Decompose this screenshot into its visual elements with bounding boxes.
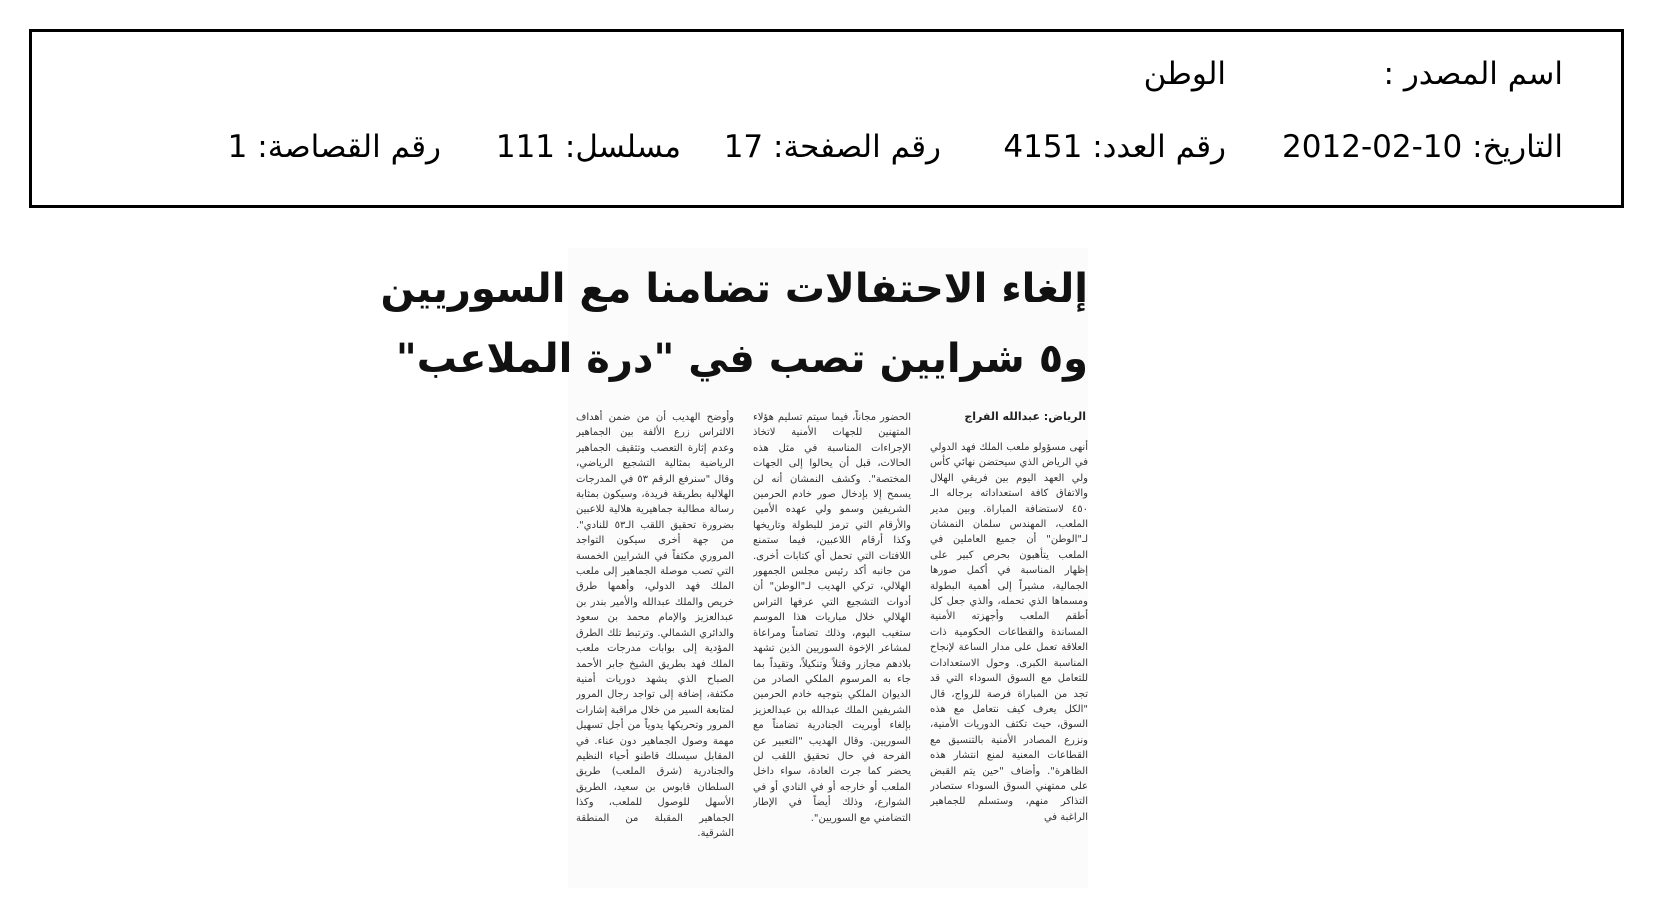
source-label: اسم المصدر : [1383, 56, 1563, 92]
source-info-box [29, 29, 1624, 208]
article-column-1: أنهى مسؤولو ملعب الملك فهد الدولي في الرياض الذي سيحتضن نهائي كأس ولي العهد اليوم بين فريقي الهلال والاتفاق كافة استعداداته برجاله الـ ٤٥٠ لاستضافة المباراة. وبين مدير الملعب، المهندس سلمان النمشان لـ"الوطن" أن جميع العاملين في الملعب يتأهبون بحرص كبير على إظهار المناسبة في أكمل صورها الجمالية، مشيراً إلى أهمية البطولة ومسماها الذي تحمله، والذي جعل كل أطقم الملعب وأجهزته الأمنية المساندة والقطاعات الحكومية ذات العلاقة تعمل على مدار الساعة لإنجاح المناسبة الكبرى. وحول الاستعدادات للتعامل مع السوق السوداء التي قد تجد من المباراة فرصة للرواج، قال "الكل يعرف كيف نتعامل مع هذه السوق، حيث تكثف الدوريات الأمنية، ونزرع المصادر الأمنية بالتنسيق مع القطاعات المعنية لمنع انتشار هذه الظاهرة". وأضاف "حين يتم القبض على ممتهني السوق السوداء ستصادر التذاكر منهم، وستسلم للجماهير الراغبة في [930, 442, 1088, 823]
page-value: 17 [723, 129, 764, 165]
headline-line-1: إلغاء الاحتفالات تضامنا مع السوريين [380, 266, 1088, 312]
page-label: رقم الصفحة: [773, 129, 941, 165]
byline: الرياض: عبدالله الفراج [964, 410, 1086, 423]
issue-value: 4151 [1003, 129, 1083, 165]
article-column-3: وأوضح الهديب أن من ضمن أهداف الالتراس زرع الألفة بين الجماهير وعدم إثارة التعصب وتثقيف الجماهير الرياضية بمثالية التشجيع الرياضي، وقال "سنرفع الرقم ٥٣ في المدرجات الهلالية بطريقة فريدة، وسيكون بمثابة رسالة مطالبة جماهيرية هلالية للاعبين بضرورة تحقيق اللقب الـ٥٣ للنادي". من جهة أخرى سيكون التواجد المروري مكثفاً في الشرايين الخمسة التي تصب موصلة الجماهير إلى ملعب الملك فهد الدولي، وأهمها طرق خريص والملك عبدالله والأمير بندر بن عبدالعزيز والإمام محمد بن سعود والدائري الشمالي. وترتبط تلك الطرق المؤدية إلى بوابات مدرجات ملعب الملك فهد بطريق الشيخ جابر الأحمد الصباح الذي يشهد دوريات أمنية مكثفة، إضافة إلى تواجد رجال المرور لمتابعة السير من خلال مراقبة إشارات المرور وتحريكها يدوياً من أجل تسهيل مهمة وصول الجماهير دون عناء. في المقابل سيسلك قاطنو أحياء النظيم والجنادرية (شرق الملعب) طريق السلطان قابوس بن سعيد، الطريق الأسهل للوصول للملعب، وكذا الجماهير المقبلة من المنطقة الشرقية. [576, 412, 734, 839]
serial-value: 111 [495, 129, 556, 165]
serial-field [496, 127, 681, 167]
serial-label: مسلسل: [564, 129, 681, 165]
issue-field [1003, 127, 1226, 167]
clip-value: 1 [227, 129, 248, 165]
issue-label: رقم العدد: [1092, 129, 1226, 165]
page-field [724, 127, 941, 167]
headline-line-2: و٥ شرايين تصب في "درة الملاعب" [395, 336, 1088, 382]
clip-field [228, 127, 441, 167]
date-value: 2012-02-10 [1282, 129, 1463, 165]
article-column-2: الحضور مجاناً، فيما سيتم تسليم هؤلاء المتهنين للجهات الأمنية لاتخاذ الإجراءات المناسبة في مثل هذه الحالات، قبل أن يحالوا إلى الجهات المختصة". وكشف النمشان أنه لن يسمح إلا بإدخال صور خادم الحرمين الشريفين وسمو ولي عهده الأمين والأرقام التي ترمز للبطولة وتاريخها وكذا أرقام اللاعبين، فيما ستمنع اللافتات التي تحمل أي كتابات أخرى. من جانبه أكد رئيس مجلس الجمهور الهلالي، تركي الهديب لـ"الوطن" أن أدوات التشجيع التي عرفها التراس الهلالي خلال مباريات هذا الموسم ستغيب اليوم، وذلك تضامناً ومراعاة لمشاعر الإخوة السوريين الذين تشهد بلادهم مجازر وقتلاً وتنكيلاً، وتقيداً بما جاء به المرسوم الملكي الصادر من الديوان الملكي بتوجيه خادم الحرمين الشريفين الملك عبدالله بن عبدالعزيز بإلغاء أوبريت الجنادرية تضامناً مع السوريين. وقال الهديب "التعبير عن الفرحة في حال تحقيق اللقب لن يحضر كما جرت العادة، سواء داخل الملعب أو خارجه أو في النادي أو في الشوارع، وذلك أيضاً في الإطار التضامني مع السوريين". [753, 412, 911, 824]
date-label: التاريخ: [1472, 129, 1563, 165]
date-field [1282, 127, 1563, 167]
newspaper-clipping [380, 248, 1088, 888]
source-value: الوطن [1143, 56, 1226, 92]
clip-label: رقم القصاصة: [257, 129, 441, 165]
